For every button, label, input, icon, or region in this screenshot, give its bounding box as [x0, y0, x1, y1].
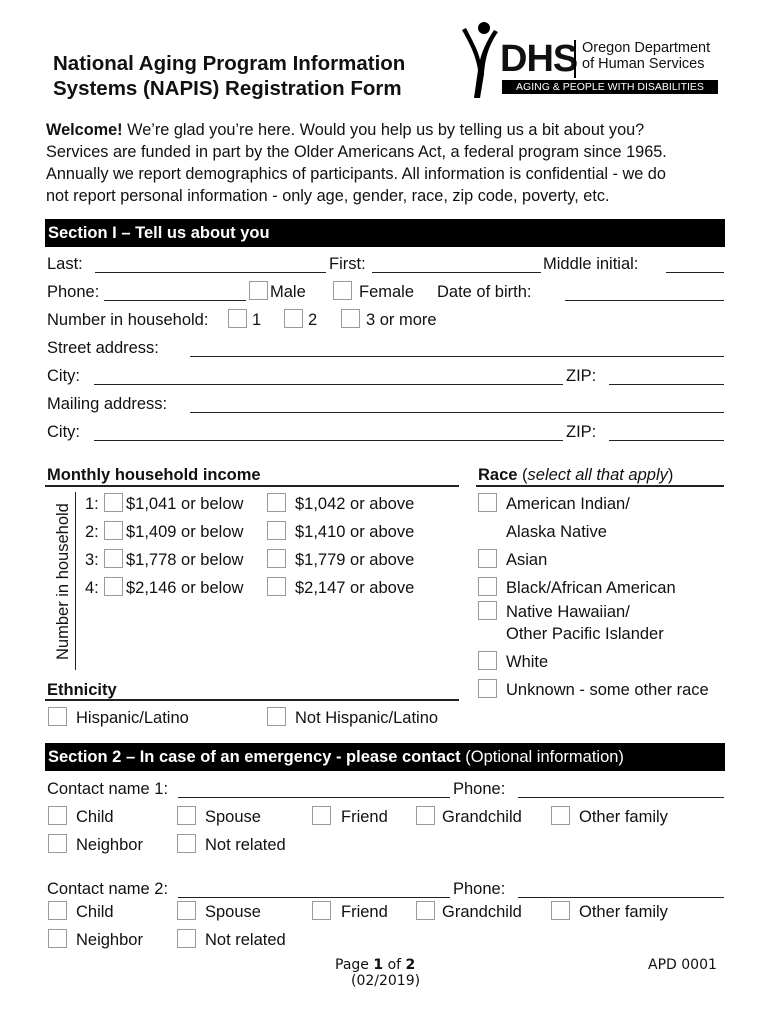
form-title-line2: Systems (NAPIS) Registration Form — [53, 77, 402, 100]
form-title-line1: National Aging Program Information — [53, 52, 406, 75]
income-3-above-checkbox[interactable] — [267, 549, 286, 568]
income-4-above-label: $2,147 or above — [295, 579, 415, 597]
race-heading: Race (select all that apply) — [478, 466, 674, 484]
contact1-phone-label: Phone: — [453, 780, 506, 798]
contact2-neighbor-label: Neighbor — [76, 931, 143, 949]
mailing-city-label: City: — [47, 423, 80, 441]
income-4-above-checkbox[interactable] — [267, 577, 286, 596]
income-1-above-label: $1,042 or above — [295, 495, 415, 513]
contact2-label: Contact name 2: — [47, 880, 169, 898]
female-checkbox[interactable] — [333, 281, 352, 300]
phone-field[interactable] — [104, 300, 246, 301]
contact1-child-checkbox[interactable] — [48, 806, 67, 825]
middle-initial-field[interactable] — [666, 272, 724, 273]
intro-line4: not report personal information - only age, gender, race, zip code, poverty, etc. — [46, 187, 610, 205]
contact2-friend-label: Friend — [341, 903, 388, 921]
household-2-label: 2 — [308, 311, 318, 329]
zip-label: ZIP: — [566, 367, 597, 385]
intro-line1-text: We’re glad you’re here. Would you help us by telling us a bit about you? — [122, 121, 645, 139]
intro-line2: Services are funded in part by the Older Americans Act, a federal program since 1965. — [46, 143, 667, 161]
contact1-not-related-label: Not related — [205, 836, 286, 854]
mailing-field[interactable] — [190, 412, 724, 413]
race-heading-label: Race — [478, 466, 518, 484]
intro-line3: Annually we report demographics of participants. All information is confidential - we do — [46, 165, 666, 183]
contact2-not-related-checkbox[interactable] — [177, 929, 196, 948]
contact2-grandchild-label: Grandchild — [442, 903, 522, 921]
race-note: select all that apply — [527, 466, 668, 484]
contact2-other-family-checkbox[interactable] — [551, 901, 570, 920]
race-alaska-native-label: Alaska Native — [506, 523, 607, 541]
race-white-label: White — [506, 653, 549, 671]
race-black-checkbox[interactable] — [478, 577, 497, 596]
section2-header-title: Section 2 – In case of an emergency - please contact — [48, 748, 461, 766]
person-figure-icon — [458, 20, 500, 98]
race-pacific-islander-checkbox[interactable] — [478, 601, 497, 620]
race-unknown-label: Unknown - some other race — [506, 681, 709, 699]
zip-field[interactable] — [609, 384, 724, 385]
contact1-spouse-label: Spouse — [205, 808, 261, 826]
race-native-hawaiian-label: Native Hawaiian/ — [506, 603, 630, 621]
contact1-spouse-checkbox[interactable] — [177, 806, 196, 825]
contact2-friend-checkbox[interactable] — [312, 901, 331, 920]
contact1-name-field[interactable] — [178, 797, 450, 798]
race-heading-rule — [476, 485, 724, 487]
middle-initial-label: Middle initial: — [543, 255, 639, 273]
dhs-letters: DHS — [500, 38, 578, 80]
contact2-neighbor-checkbox[interactable] — [48, 929, 67, 948]
page-total: 2 — [405, 957, 416, 973]
form-id: APD 0001 — [648, 957, 717, 973]
race-black-label: Black/African American — [506, 579, 676, 597]
logo-banner: AGING & PEOPLE WITH DISABILITIES — [502, 80, 718, 94]
contact2-other-family-label: Other family — [579, 903, 668, 921]
phone-label: Phone: — [47, 283, 100, 301]
logo-org-line1: Oregon Department — [582, 40, 711, 56]
mailing-label: Mailing address: — [47, 395, 168, 413]
income-4-below-label: $2,146 or below — [126, 579, 244, 597]
contact1-label: Contact name 1: — [47, 780, 169, 798]
race-asian-checkbox[interactable] — [478, 549, 497, 568]
contact2-phone-label: Phone: — [453, 880, 506, 898]
household-2-checkbox[interactable] — [284, 309, 303, 328]
city-label: City: — [47, 367, 80, 385]
page-word: Page — [335, 957, 369, 973]
contact1-not-related-checkbox[interactable] — [177, 834, 196, 853]
income-1-above-checkbox[interactable] — [267, 493, 286, 512]
not-hispanic-label: Not Hispanic/Latino — [295, 709, 439, 727]
household-1-checkbox[interactable] — [228, 309, 247, 328]
city-field[interactable] — [94, 384, 563, 385]
household-3plus-label: 3 or more — [366, 311, 437, 329]
contact2-spouse-label: Spouse — [205, 903, 261, 921]
contact1-grandchild-checkbox[interactable] — [416, 806, 435, 825]
income-3-above-label: $1,779 or above — [295, 551, 415, 569]
income-2-below-checkbox[interactable] — [104, 521, 123, 540]
dob-field[interactable] — [565, 300, 724, 301]
income-heading-rule — [45, 485, 459, 487]
mailing-zip-label: ZIP: — [566, 423, 597, 441]
first-name-field[interactable] — [372, 272, 541, 273]
income-4-below-checkbox[interactable] — [104, 577, 123, 596]
last-label: Last: — [47, 255, 83, 273]
logo-divider — [574, 40, 576, 78]
contact2-grandchild-checkbox[interactable] — [416, 901, 435, 920]
section2-header-note: (Optional information) — [465, 748, 624, 766]
first-label: First: — [329, 255, 366, 273]
mailing-zip-field[interactable] — [609, 440, 724, 441]
income-2-above-checkbox[interactable] — [267, 521, 286, 540]
not-hispanic-checkbox[interactable] — [267, 707, 286, 726]
ethnicity-heading: Ethnicity — [47, 681, 117, 699]
contact2-child-label: Child — [76, 903, 114, 921]
male-label: Male — [270, 283, 306, 301]
section2-header — [45, 743, 725, 771]
contact1-other-family-checkbox[interactable] — [551, 806, 570, 825]
income-2-below-label: $1,409 or below — [126, 523, 244, 541]
income-3-below-label: $1,778 or below — [126, 551, 244, 569]
female-label: Female — [359, 283, 415, 301]
intro-welcome: Welcome! — [46, 121, 123, 139]
income-row-num: 4: — [85, 579, 99, 597]
contact1-neighbor-checkbox[interactable] — [48, 834, 67, 853]
income-row-num: 1: — [85, 495, 99, 513]
race-unknown-checkbox[interactable] — [478, 679, 497, 698]
race-american-indian-checkbox[interactable] — [478, 493, 497, 512]
race-asian-label: Asian — [506, 551, 548, 569]
income-side-label: Number in household — [54, 503, 72, 660]
income-1-below-label: $1,041 or below — [126, 495, 244, 513]
street-field[interactable] — [190, 356, 724, 357]
contact2-name-field[interactable] — [178, 897, 450, 898]
contact2-phone-field[interactable] — [518, 897, 724, 898]
contact1-phone-field[interactable] — [518, 797, 724, 798]
contact1-neighbor-label: Neighbor — [76, 836, 143, 854]
income-2-above-label: $1,410 or above — [295, 523, 415, 541]
contact2-not-related-label: Not related — [205, 931, 286, 949]
last-name-field[interactable] — [95, 272, 326, 273]
contact1-other-family-label: Other family — [579, 808, 668, 826]
income-row-num: 3: — [85, 551, 99, 569]
income-1-below-checkbox[interactable] — [104, 493, 123, 512]
income-3-below-checkbox[interactable] — [104, 549, 123, 568]
income-side-rule — [75, 492, 76, 670]
mailing-city-field[interactable] — [94, 440, 563, 441]
income-heading: Monthly household income — [47, 466, 261, 484]
logo-org-line2: of Human Services — [582, 56, 705, 72]
form-revision-date: (02/2019) — [351, 973, 421, 989]
income-row-num: 2: — [85, 523, 99, 541]
contact2-spouse-checkbox[interactable] — [177, 901, 196, 920]
contact1-child-label: Child — [76, 808, 114, 826]
contact1-grandchild-label: Grandchild — [442, 808, 522, 826]
street-label: Street address: — [47, 339, 159, 357]
household-1-label: 1 — [252, 311, 262, 329]
household-label: Number in household: — [47, 311, 209, 329]
contact2-child-checkbox[interactable] — [48, 901, 67, 920]
contact1-friend-checkbox[interactable] — [312, 806, 331, 825]
race-pacific-islander-label: Other Pacific Islander — [506, 625, 664, 643]
hispanic-checkbox[interactable] — [48, 707, 67, 726]
intro-line1 — [46, 119, 644, 142]
ethnicity-heading-rule — [45, 699, 459, 701]
contact1-friend-label: Friend — [341, 808, 388, 826]
page-of: of — [387, 957, 402, 973]
page-current: 1 — [373, 957, 384, 973]
race-white-checkbox[interactable] — [478, 651, 497, 670]
dhs-logo — [458, 20, 728, 100]
section1-header: Section I – Tell us about you — [45, 219, 725, 247]
dob-label: Date of birth: — [437, 283, 532, 301]
race-american-indian-label: American Indian/ — [506, 495, 630, 513]
hispanic-label: Hispanic/Latino — [76, 709, 189, 727]
household-3plus-checkbox[interactable] — [341, 309, 360, 328]
male-checkbox[interactable] — [249, 281, 268, 300]
